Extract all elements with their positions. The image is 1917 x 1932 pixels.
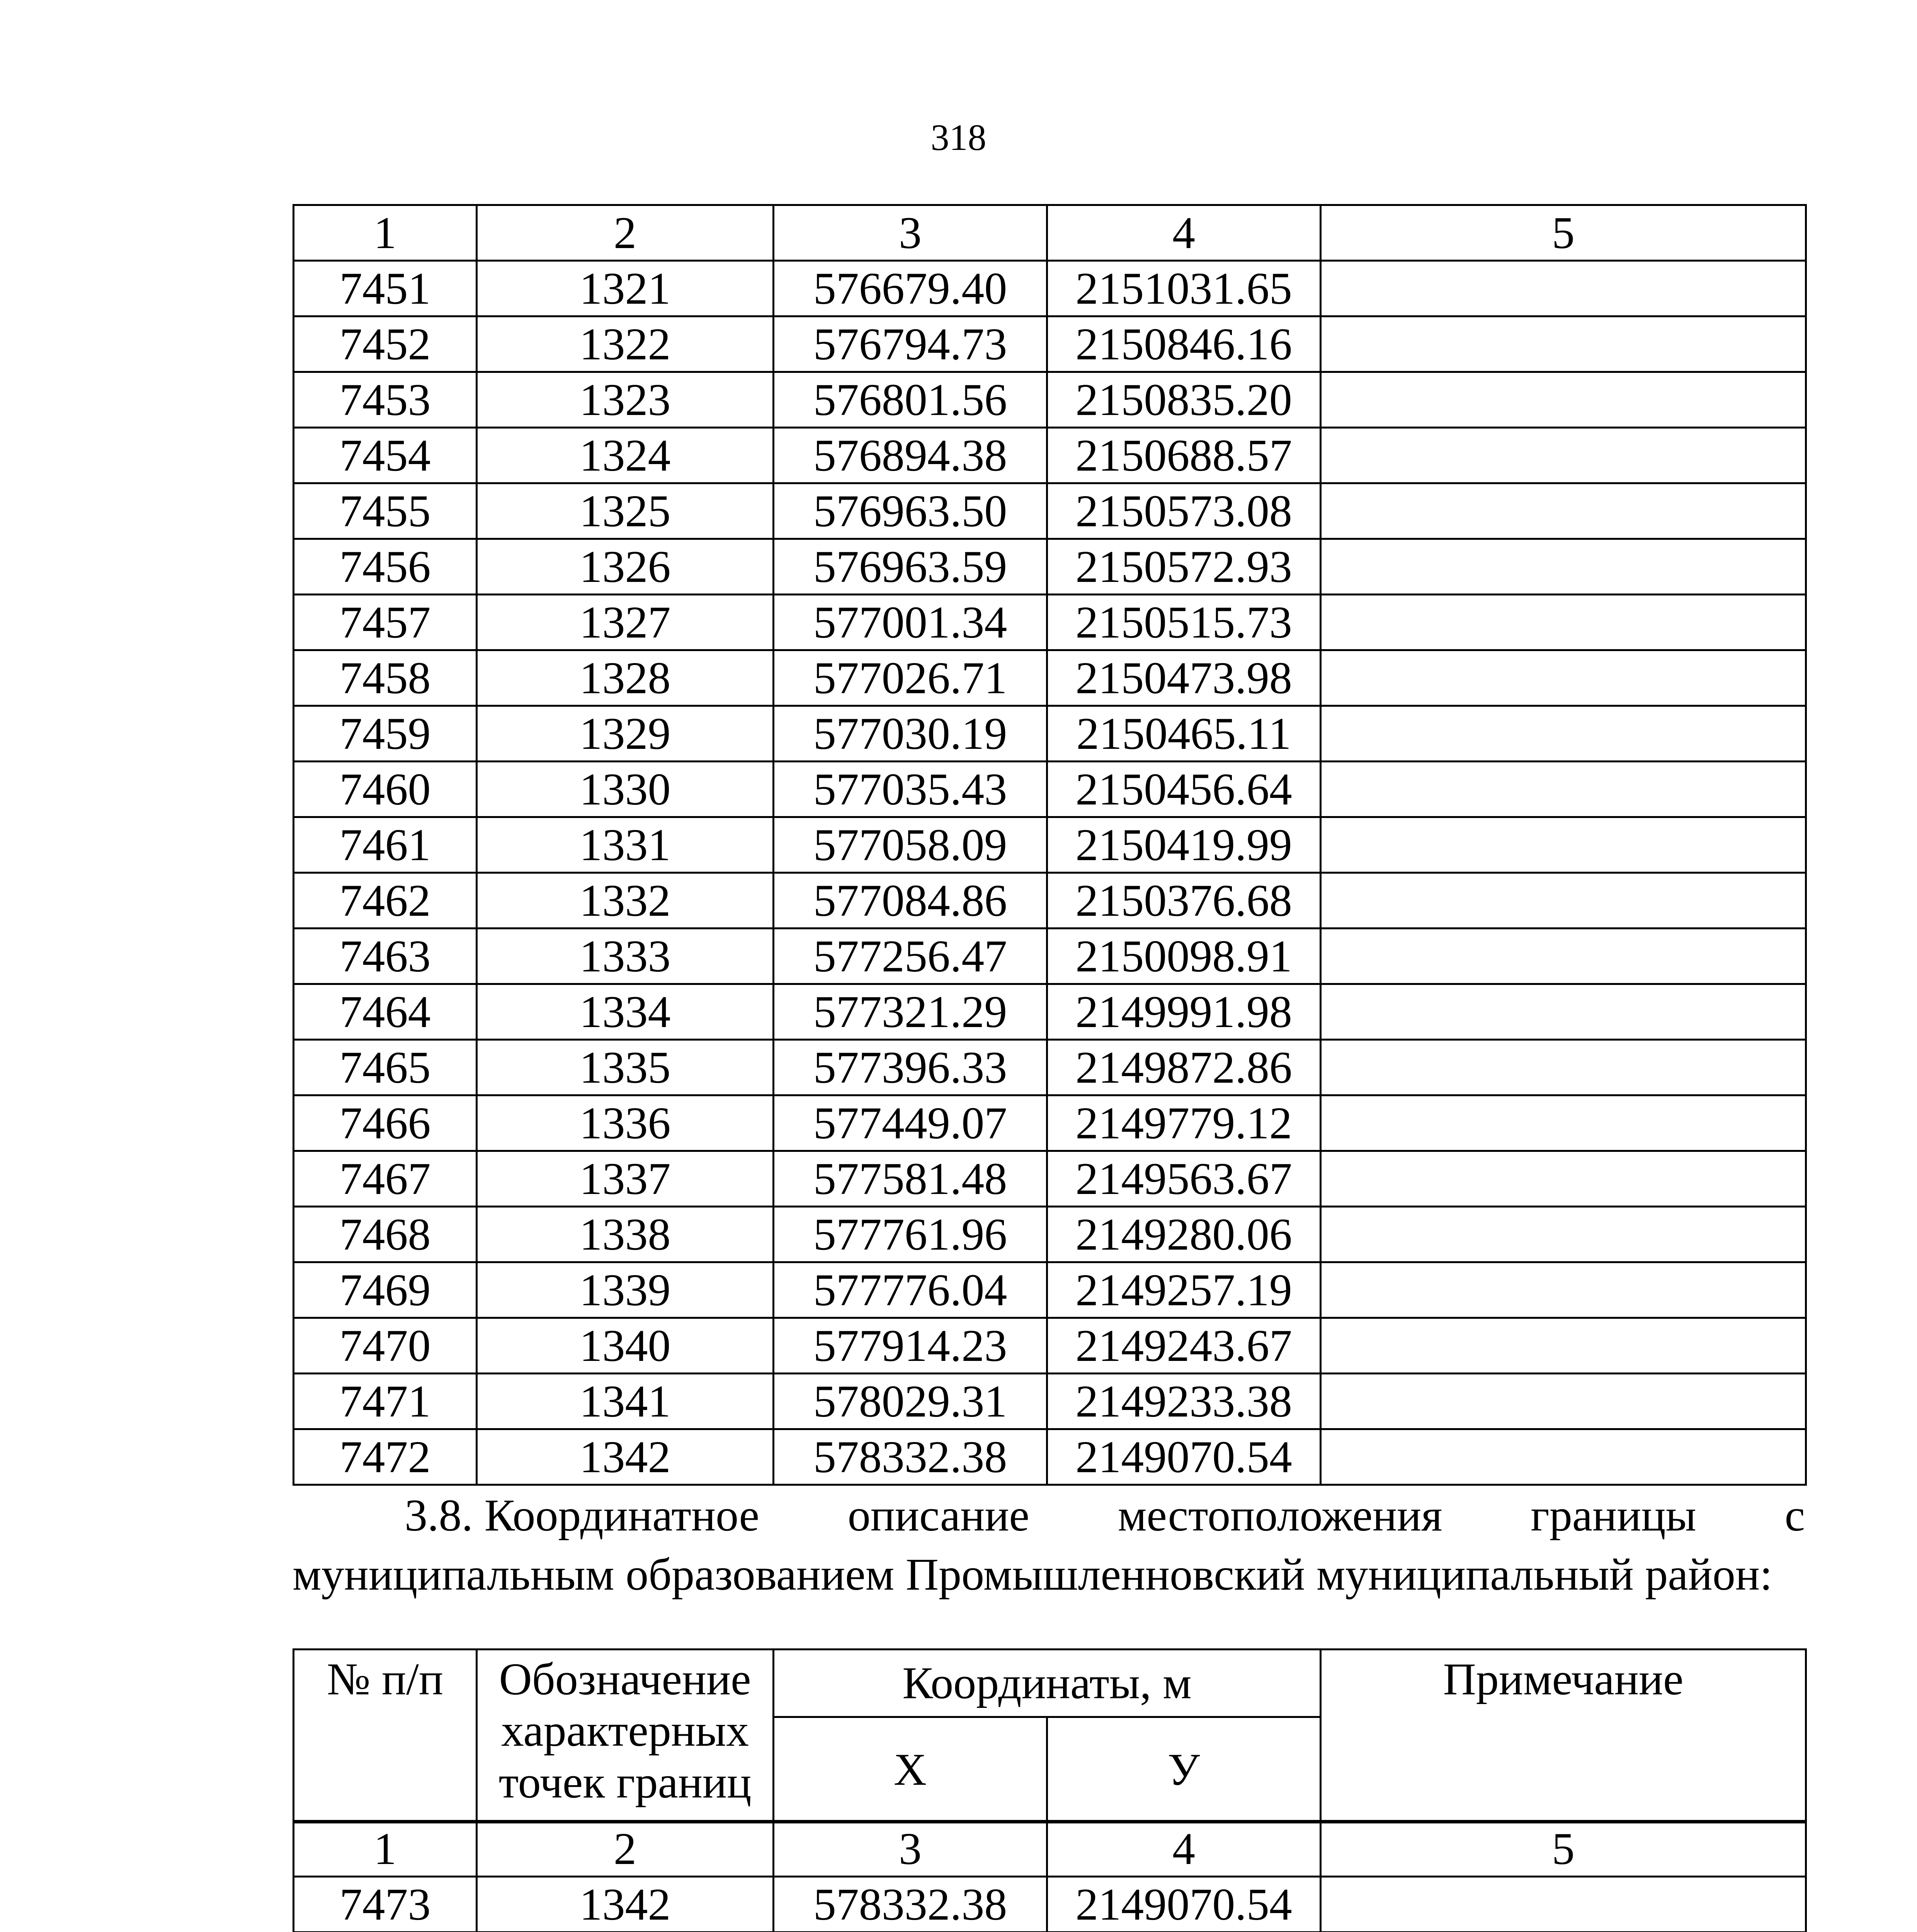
table-cell: [1321, 929, 1806, 984]
section-heading-word: местоположения: [1118, 1490, 1442, 1541]
column-number: 4: [1047, 1821, 1321, 1877]
table-cell: 2150835.20: [1047, 372, 1321, 428]
table-cell: 2150473.98: [1047, 650, 1321, 706]
table-cell: 578332.38: [774, 1429, 1047, 1485]
table-cell: 1324: [477, 428, 774, 483]
table-cell: 7459: [294, 706, 477, 762]
table-cell: [1321, 428, 1806, 483]
table-row: [294, 1095, 1806, 1151]
column-number-row: [294, 205, 1806, 261]
table-cell: [1321, 1095, 1806, 1151]
table-row: [294, 1429, 1806, 1485]
table-cell: 577581.48: [774, 1151, 1047, 1207]
table-cell: [1321, 483, 1806, 539]
table-cell: 7451: [294, 261, 477, 316]
table-cell: 7453: [294, 372, 477, 428]
table-cell: 1335: [477, 1040, 774, 1095]
table-cell: 7454: [294, 428, 477, 483]
table-cell: 7469: [294, 1262, 477, 1318]
table-cell: 7452: [294, 316, 477, 372]
table-cell: [1321, 372, 1806, 428]
column-number-row: [294, 1821, 1806, 1877]
table-cell: [1321, 1877, 1806, 1932]
table-cell: 577035.43: [774, 762, 1047, 817]
header-note: Примечание: [1321, 1650, 1806, 1823]
table-cell: 576963.50: [774, 483, 1047, 539]
table-cell: 578029.31: [774, 1374, 1047, 1429]
section-number: 3.8. Координатное: [405, 1490, 759, 1541]
table-cell: 576801.56: [774, 372, 1047, 428]
table-cell: 1332: [477, 873, 774, 929]
section-heading-line2: муниципальным образованием Промышленновский муниципальный район:: [293, 1549, 1772, 1600]
table-cell: 1342: [477, 1877, 774, 1932]
table-cell: [1321, 1151, 1806, 1207]
header-coordinates: Координаты, м: [774, 1650, 1321, 1717]
column-number: 3: [774, 205, 1047, 261]
table-cell: 2149233.38: [1047, 1374, 1321, 1429]
table-cell: [1321, 1374, 1806, 1429]
table-cell: 1322: [477, 316, 774, 372]
table-cell: [1321, 650, 1806, 706]
table-cell: 577776.04: [774, 1262, 1047, 1318]
table-cell: [1321, 595, 1806, 650]
table-cell: 578332.38: [774, 1877, 1047, 1932]
table-cell: 2151031.65: [1047, 261, 1321, 316]
table-cell: 7463: [294, 929, 477, 984]
table-cell: [1321, 316, 1806, 372]
table-cell: [1321, 1429, 1806, 1485]
table-cell: 576794.73: [774, 316, 1047, 372]
table-row: [294, 595, 1806, 650]
table-cell: 1330: [477, 762, 774, 817]
table-cell: 2149872.86: [1047, 1040, 1321, 1095]
table-row: [294, 261, 1806, 316]
table-cell: 2150376.68: [1047, 873, 1321, 929]
table-row: [294, 483, 1806, 539]
table-cell: 2150419.99: [1047, 817, 1321, 873]
table-cell: 1321: [477, 261, 774, 316]
header-x: Х: [774, 1717, 1047, 1823]
table-row: [294, 706, 1806, 762]
table-cell: 1340: [477, 1318, 774, 1374]
section-heading: [293, 1486, 1805, 1604]
table-row: [294, 650, 1806, 706]
table-cell: 7470: [294, 1318, 477, 1374]
table-cell: 1329: [477, 706, 774, 762]
table-row: [294, 762, 1806, 817]
table-cell: [1321, 1040, 1806, 1095]
table-cell: 1334: [477, 984, 774, 1040]
table-cell: 2150573.08: [1047, 483, 1321, 539]
column-number: 1: [294, 1821, 477, 1877]
table-cell: 2150098.91: [1047, 929, 1321, 984]
table-cell: 7467: [294, 1151, 477, 1207]
table-cell: [1321, 817, 1806, 873]
column-number: 3: [774, 1821, 1047, 1877]
coordinates-table-1: [293, 204, 1807, 1486]
table-row: [294, 873, 1806, 929]
table-cell: 7464: [294, 984, 477, 1040]
table-cell: 2149243.67: [1047, 1318, 1321, 1374]
section-heading-line1: [293, 1486, 1805, 1545]
table-cell: 2149779.12: [1047, 1095, 1321, 1151]
column-number: 2: [477, 1821, 774, 1877]
table-row: [294, 372, 1806, 428]
table-row: [294, 316, 1806, 372]
header-number: № п/п: [294, 1650, 477, 1823]
table-row: [294, 1877, 1806, 1932]
table-cell: 1342: [477, 1429, 774, 1485]
table-cell: 1341: [477, 1374, 774, 1429]
table-row: [294, 1207, 1806, 1262]
header-designation: Обозначение характерных точек границ: [477, 1650, 774, 1823]
table-cell: 7472: [294, 1429, 477, 1485]
table-cell: 576963.59: [774, 539, 1047, 595]
table-cell: [1321, 1262, 1806, 1318]
table-cell: 2150515.73: [1047, 595, 1321, 650]
table-cell: 1326: [477, 539, 774, 595]
page-number: 318: [930, 117, 987, 158]
table-cell: 2150846.16: [1047, 316, 1321, 372]
table-cell: 2149257.19: [1047, 1262, 1321, 1318]
table-cell: 7458: [294, 650, 477, 706]
table-cell: 2149070.54: [1047, 1429, 1321, 1485]
table-cell: 2150456.64: [1047, 762, 1321, 817]
table-cell: 1339: [477, 1262, 774, 1318]
table-row: [294, 929, 1806, 984]
table-row: [294, 1151, 1806, 1207]
table-cell: 1323: [477, 372, 774, 428]
table-cell: 577256.47: [774, 929, 1047, 984]
table-cell: 2150465.11: [1047, 706, 1321, 762]
coordinates-table-2: [293, 1820, 1807, 1932]
table-cell: 7462: [294, 873, 477, 929]
table-row: [294, 1262, 1806, 1318]
table-row: [294, 428, 1806, 483]
table-cell: 7473: [294, 1877, 477, 1932]
table-row: [294, 817, 1806, 873]
table-cell: 2150688.57: [1047, 428, 1321, 483]
table-cell: [1321, 984, 1806, 1040]
section-heading-word: описание: [847, 1490, 1029, 1541]
table-cell: 576679.40: [774, 261, 1047, 316]
header-y: У: [1047, 1717, 1321, 1823]
column-number: 5: [1321, 205, 1806, 261]
table-cell: 1338: [477, 1207, 774, 1262]
table-cell: [1321, 706, 1806, 762]
table-cell: [1321, 1207, 1806, 1262]
table-cell: 1333: [477, 929, 774, 984]
table-cell: [1321, 539, 1806, 595]
table-cell: 7460: [294, 762, 477, 817]
section-heading-word: границы: [1531, 1490, 1696, 1541]
coordinates-table-2-header: [293, 1648, 1807, 1823]
table-cell: 577761.96: [774, 1207, 1047, 1262]
table-cell: 2149991.98: [1047, 984, 1321, 1040]
table-cell: 7466: [294, 1095, 477, 1151]
table-row: [294, 1040, 1806, 1095]
table-cell: 577084.86: [774, 873, 1047, 929]
table-cell: 577449.07: [774, 1095, 1047, 1151]
table-cell: 577030.19: [774, 706, 1047, 762]
table-cell: 1328: [477, 650, 774, 706]
table-cell: 1325: [477, 483, 774, 539]
table-cell: 7456: [294, 539, 477, 595]
table-cell: 577396.33: [774, 1040, 1047, 1095]
table-cell: 1331: [477, 817, 774, 873]
table-cell: 1337: [477, 1151, 774, 1207]
table-cell: 2149563.67: [1047, 1151, 1321, 1207]
section-heading-word: с: [1784, 1490, 1805, 1541]
table-cell: 7468: [294, 1207, 477, 1262]
table-cell: 7465: [294, 1040, 477, 1095]
table-cell: 2149070.54: [1047, 1877, 1321, 1932]
table-cell: 577001.34: [774, 595, 1047, 650]
table-cell: 7461: [294, 817, 477, 873]
table-cell: 2149280.06: [1047, 1207, 1321, 1262]
table-cell: [1321, 762, 1806, 817]
table-row: [294, 1374, 1806, 1429]
table-cell: 1327: [477, 595, 774, 650]
table-cell: 7471: [294, 1374, 477, 1429]
table-row: [294, 984, 1806, 1040]
column-number: 1: [294, 205, 477, 261]
table-cell: 577058.09: [774, 817, 1047, 873]
column-number: 5: [1321, 1821, 1806, 1877]
table-cell: 577914.23: [774, 1318, 1047, 1374]
table-cell: 577321.29: [774, 984, 1047, 1040]
table-cell: 1336: [477, 1095, 774, 1151]
column-number: 4: [1047, 205, 1321, 261]
table-cell: [1321, 261, 1806, 316]
table-cell: [1321, 873, 1806, 929]
table-cell: 576894.38: [774, 428, 1047, 483]
column-number: 2: [477, 205, 774, 261]
table-cell: [1321, 1318, 1806, 1374]
table-row: [294, 539, 1806, 595]
table-row: [294, 1318, 1806, 1374]
table-cell: 2150572.93: [1047, 539, 1321, 595]
table-cell: 7455: [294, 483, 477, 539]
table-cell: 577026.71: [774, 650, 1047, 706]
table-cell: 7457: [294, 595, 477, 650]
